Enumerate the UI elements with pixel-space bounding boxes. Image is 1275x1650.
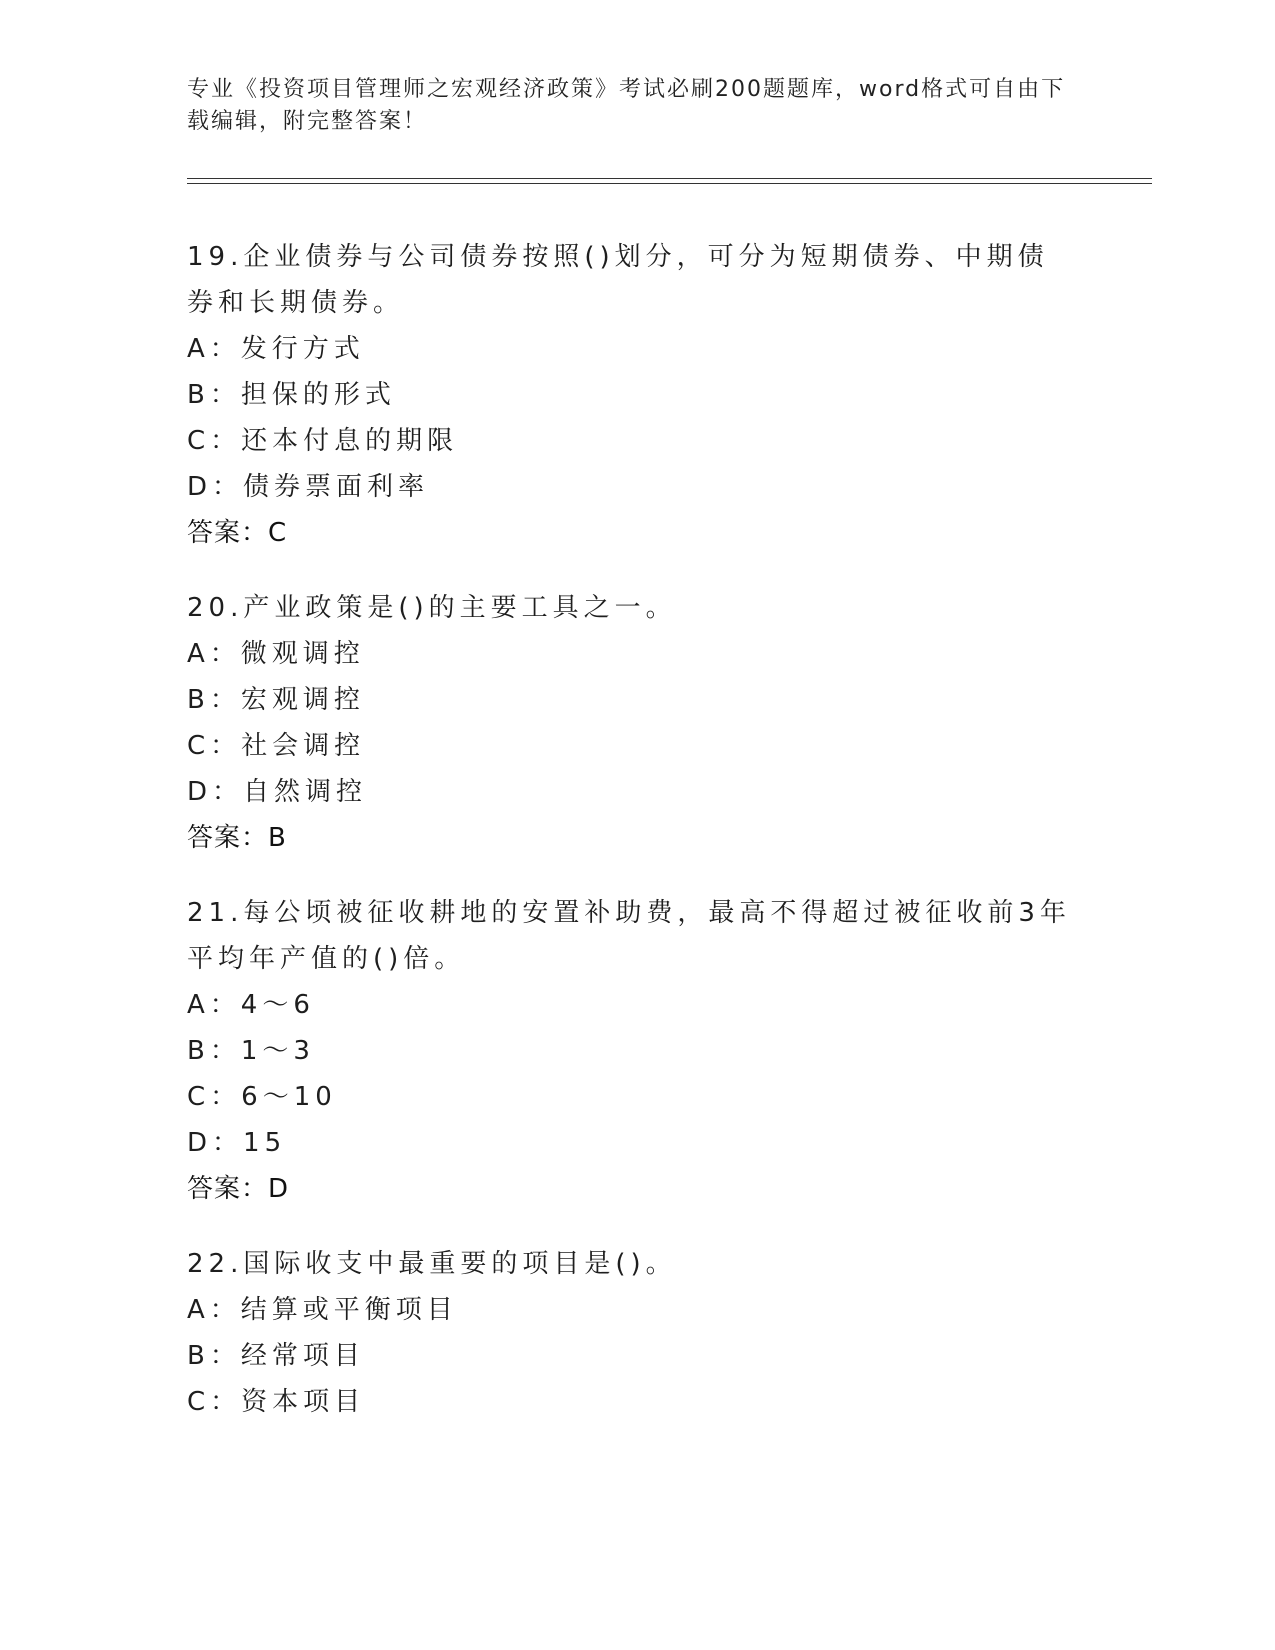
- option-b: B：1～3: [187, 1036, 315, 1066]
- option-d: D：债券票面利率: [187, 472, 430, 502]
- question-stem: 21.每公顷被征收耕地的安置补助费，最高不得超过被征收前3年平均年产值的()倍。: [187, 898, 1071, 974]
- document-header: 专业《投资项目管理师之宏观经济政策》考试必刷200题题库，word格式可自由下载编辑，附完整答案！: [187, 77, 1066, 134]
- answer-line: 答案：B: [187, 823, 287, 853]
- option-c: C：资本项目: [187, 1387, 366, 1417]
- option-b: B：经常项目: [187, 1341, 365, 1371]
- question-stem: 20.产业政策是()的主要工具之一。: [187, 593, 677, 623]
- option-d: D：15: [187, 1128, 287, 1158]
- header-rule-bottom: [187, 183, 1152, 184]
- answer-line: 答案：C: [187, 518, 288, 548]
- option-a: A：发行方式: [187, 334, 365, 364]
- option-c: C：社会调控: [187, 731, 366, 761]
- option-b: B：宏观调控: [187, 685, 365, 715]
- header-rule-top: [187, 178, 1152, 179]
- option-d: D：自然调控: [187, 777, 368, 807]
- option-a: A：4～6: [187, 990, 315, 1020]
- question-20: [187, 585, 1077, 861]
- option-a: A：微观调控: [187, 639, 365, 669]
- question-21: [187, 890, 1077, 1212]
- question-stem: 19.企业债券与公司债券按照()划分，可分为短期债券、中期债券和长期债券。: [187, 242, 1049, 318]
- option-a: A：结算或平衡项目: [187, 1295, 458, 1325]
- question-19: [187, 234, 1077, 556]
- option-c: C：6～10: [187, 1082, 337, 1112]
- question-list: [187, 234, 1077, 1454]
- answer-line: 答案：D: [187, 1174, 290, 1204]
- question-22: [187, 1241, 1077, 1425]
- option-c: C：还本付息的期限: [187, 426, 459, 456]
- option-b: B：担保的形式: [187, 380, 396, 410]
- question-stem: 22.国际收支中最重要的项目是()。: [187, 1249, 677, 1279]
